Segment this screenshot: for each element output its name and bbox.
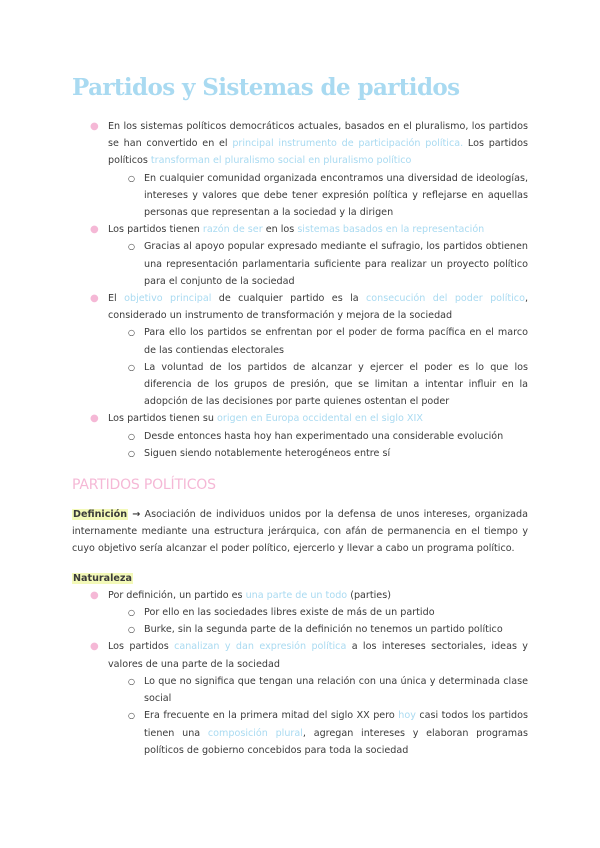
circle-bullet-icon: ○ bbox=[128, 362, 135, 372]
text-run: Por definición, un partido es bbox=[108, 589, 246, 601]
sub-list-item bbox=[72, 673, 528, 707]
highlighted-term: objetivo principal bbox=[124, 293, 212, 305]
list-item bbox=[72, 587, 528, 604]
circle-bullet-icon: ○ bbox=[128, 711, 135, 721]
highlighted-term: hoy bbox=[398, 710, 416, 722]
text-run: En cualquier comunidad organizada encontramos una diversidad de ideologías, intereses y valores que debe tener expresión política y reflejarse en aquellas personas que representan a la sociedad y la dirigen bbox=[144, 172, 528, 219]
naturaleza-heading bbox=[72, 570, 528, 587]
sub-list-item bbox=[72, 707, 528, 759]
text-run: Para ello los partidos se enfrentan por el poder de forma pacífica en el marco de las contiendas electorales bbox=[144, 327, 528, 356]
sub-list-item bbox=[72, 324, 528, 358]
circle-bullet-icon: ○ bbox=[128, 676, 135, 686]
text-run: Siguen siendo notablemente heterogéneos entre sí bbox=[144, 447, 391, 459]
list-item bbox=[72, 118, 528, 170]
section-heading: PARTIDOS POLÍTICOS bbox=[72, 477, 216, 494]
text-run: El bbox=[108, 293, 125, 305]
circle-bullet-icon: ○ bbox=[128, 242, 135, 252]
bullet-icon: ● bbox=[90, 293, 99, 305]
text-run: Los partidos tienen bbox=[108, 224, 203, 236]
circle-bullet-icon: ○ bbox=[128, 625, 135, 635]
highlighted-term: transforman el pluralismo social en pluralismo político bbox=[150, 155, 412, 167]
text-run: Lo que no significa que tengan una relación con una única y determinada clase social bbox=[144, 675, 528, 705]
highlighted-term: consecución del poder político bbox=[366, 293, 525, 305]
text-run: Los partidos tienen su bbox=[108, 413, 218, 425]
list-item bbox=[72, 290, 528, 324]
circle-bullet-icon: ○ bbox=[128, 448, 135, 458]
naturaleza-label: Naturaleza bbox=[73, 572, 132, 584]
text-run: Burke, sin la segunda parte de la definición no tenemos un partido político bbox=[144, 624, 503, 636]
definition-text: Asociación de individuos unidos por la defensa de unos intereses, organizada internamente mediante una estructura jerárquica, con afán de permanencia en el tiempo y cuyo objetivo sería alcanzar el poder político, ejercerlo y llevar a cabo un programa político. bbox=[72, 509, 528, 555]
text-run: La voluntad de los partidos de alcanzar y ejercer el poder es lo que los diferencia de los grupos de presión, que se limitan a intentar influir en la adopción de las decisiones por parte quienes ostentan el poder bbox=[144, 361, 528, 408]
list-item bbox=[72, 221, 528, 238]
text-run: de cualquier partido es la bbox=[211, 293, 367, 305]
sub-list-item bbox=[72, 359, 528, 411]
bullet-icon: ● bbox=[90, 224, 99, 236]
bullet-icon: ● bbox=[90, 413, 99, 425]
text-run: Gracias al apoyo popular expresado mediante el sufragio, los partidos obtienen una representación parlamentaria suficiente para realizar un proyecto político para el conjunto de la sociedad bbox=[144, 241, 528, 287]
text-run: a los intereses sectoriales, ideas y valores de una parte de la sociedad bbox=[108, 641, 528, 670]
text-run: , considerado un instrumento de transformación y mejora de la sociedad bbox=[108, 293, 529, 322]
sub-list-item bbox=[72, 170, 528, 222]
bullet-icon: ● bbox=[90, 121, 99, 132]
text-run: Los partidos políticos bbox=[108, 138, 528, 167]
sub-list-item bbox=[72, 621, 528, 638]
arrow-right-icon: → bbox=[132, 509, 141, 521]
list-item bbox=[72, 638, 528, 672]
definition-paragraph bbox=[72, 506, 528, 558]
sub-list-item bbox=[72, 604, 528, 621]
circle-bullet-icon: ○ bbox=[128, 608, 135, 618]
bullet-icon: ● bbox=[90, 641, 99, 653]
highlighted-term: canalizan y dan expresión política bbox=[174, 641, 347, 653]
text-run: Por ello en las sociedades libres existe de más de un partido bbox=[144, 607, 435, 619]
highlighted-term: razón de ser bbox=[202, 224, 263, 236]
definition-label: Definición bbox=[73, 509, 128, 521]
text-run: En los sistemas políticos democráticos actuales, basados en el pluralismo, los partidos se han convertido en el bbox=[108, 121, 528, 150]
circle-bullet-icon: ○ bbox=[128, 431, 135, 441]
intro-list bbox=[72, 118, 528, 462]
circle-bullet-icon: ○ bbox=[128, 328, 135, 338]
list-item bbox=[72, 410, 528, 427]
highlighted-term: composición plural bbox=[207, 727, 303, 739]
highlighted-term: origen en Europa occidental en el siglo XIX bbox=[217, 413, 423, 425]
text-run: Era frecuente en la primera mitad del siglo XX pero bbox=[144, 710, 399, 722]
text-run: casi todos los partidos tienen una bbox=[144, 710, 528, 739]
bullet-icon: ● bbox=[90, 589, 99, 601]
circle-bullet-icon: ○ bbox=[128, 173, 135, 183]
document-body bbox=[72, 118, 528, 759]
sub-list-item bbox=[72, 428, 528, 445]
sub-list-item bbox=[72, 238, 528, 290]
highlighted-term: principal instrumento de participación política. bbox=[232, 138, 464, 150]
naturaleza-list bbox=[72, 587, 528, 759]
text-run: (parties) bbox=[347, 589, 391, 601]
text-run: Desde entonces hasta hoy han experimentado una considerable evolución bbox=[144, 430, 504, 442]
text-run: Los partidos bbox=[108, 641, 175, 653]
text-run: en los bbox=[262, 224, 298, 236]
highlighted-term: sistemas basados en la representación bbox=[297, 224, 485, 236]
page-title: Partidos y Sistemas de partidos bbox=[72, 74, 460, 101]
sub-list-item bbox=[72, 445, 528, 462]
text-run: , agregan intereses y elaboran programas políticos de gobierno concebidos para toda la sociedad bbox=[144, 727, 528, 756]
highlighted-term: una parte de un todo bbox=[245, 589, 348, 601]
